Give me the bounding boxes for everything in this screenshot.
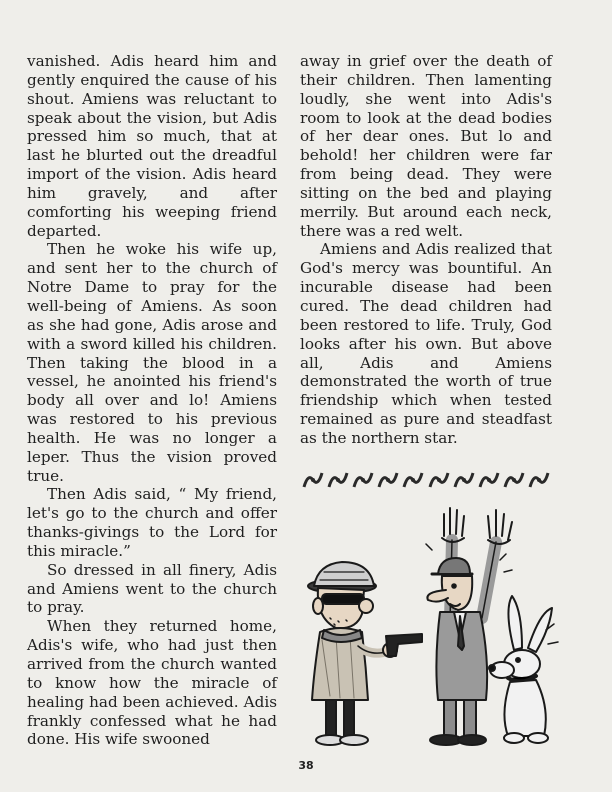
ornament-divider bbox=[302, 468, 550, 492]
ornament-icon bbox=[302, 469, 324, 491]
paragraph: Then Adis said, “ My friend, let's go to the church and offer thanks-givings to the Lord for this miracle.” bbox=[27, 485, 277, 560]
ornament-icon bbox=[377, 469, 399, 491]
paragraph: When they returned home, Adis's wife, who had just then arrived from the church wanted to know how the miracle of healing had been achieved. Adis frankly confessed what he had done. His wife swooned bbox=[27, 617, 277, 749]
paragraph: away in grief over the death of their children. Then lamenting loudly, she went into Adis's room to look at the dead bodies of her dear ones. But lo and behold! her children were far from being dead. They were sitting on the bed and playing merrily. But around each neck, there was a red welt. bbox=[300, 52, 552, 240]
ornament-icon bbox=[453, 469, 475, 491]
left-column bbox=[27, 52, 277, 749]
paragraph: Amiens and Adis realized that God's mercy was bountiful. An incurable disease had been cured. The dead children had been restored to life. Truly, God looks after his own. But above all, Adis and Amiens demonstrated the worth of true friendship which when tested remained as pure and steadfast as the northern star. bbox=[300, 240, 552, 447]
ornament-icon bbox=[327, 469, 349, 491]
ornament-icon bbox=[503, 469, 525, 491]
dog-figure bbox=[489, 596, 558, 743]
victim-figure bbox=[426, 508, 512, 745]
page-number: 38 bbox=[298, 759, 314, 772]
right-column bbox=[300, 52, 552, 448]
paragraph: Then he woke his wife up, and sent her to the church of Notre Dame to pray for the well-being of Amiens. As soon as she had gone, Adis arose and with a sword killed his children. Then taking the blood in a vessel, he anointed his friend's body all over and lo! Amiens was restored to his previous health. He was no longer a leper. Thus the vision proved true. bbox=[27, 240, 277, 485]
ornament-icon bbox=[402, 469, 424, 491]
ornament-icon bbox=[352, 469, 374, 491]
cartoon-illustration bbox=[300, 500, 562, 756]
ornament-icon bbox=[478, 469, 500, 491]
ornament-icon bbox=[428, 469, 450, 491]
paragraph: So dressed in all finery, Adis and Amiens went to the church to pray. bbox=[27, 560, 277, 617]
robber-figure bbox=[308, 562, 422, 745]
ornament-icon bbox=[528, 469, 550, 491]
paragraph: vanished. Adis heard him and gently enquired the cause of his shout. Amiens was reluctant to speak about the vision, but Adis pressed him so much, that at last he blurted out the dreadful import of the vision. Adis heard him gravely, and after comforting his weeping friend departed. bbox=[27, 52, 277, 240]
